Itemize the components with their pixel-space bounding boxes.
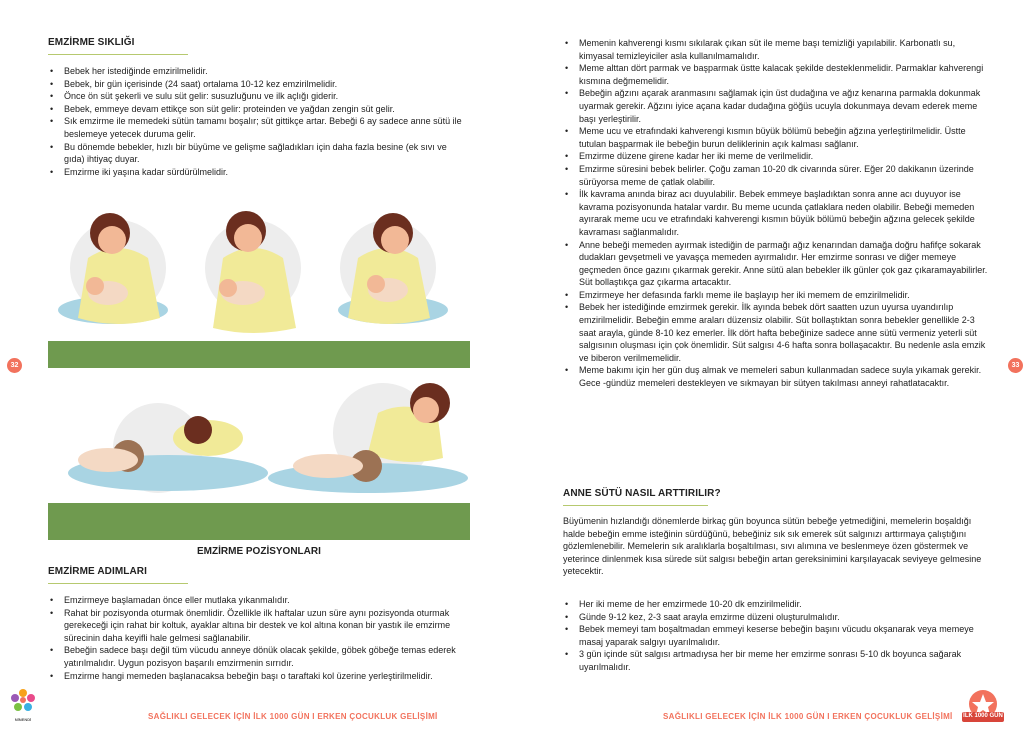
breastfeeding-positions-illustration bbox=[48, 198, 470, 546]
list-item: • Bebek, emmeye devam ettikçe son süt gelir: proteinden ve yağdan zengin süt gelir. bbox=[48, 103, 463, 116]
figure-caption: EMZİRME POZİSYONLARI bbox=[197, 546, 321, 557]
list-item: • 3 gün içinde süt salgısı artmadıysa her bir meme her emzirme sonrası 5-10 dk boyunca sağarak uyarılmalıdır. bbox=[563, 648, 988, 673]
list-item: • Meme bakımı için her gün duş almak ve memeleri sabun kullanmadan sadece suyla yıkamak gerekir. Gece -gündüz memeleri destekleyen ve sıkmayan bir sütyen takılması anneyi rahatlatacaktır. bbox=[563, 364, 988, 389]
list-item: • Bu dönemde bebekler, hızlı bir büyüme ve gelişme sağladıkları için daha fazla besine (ek sıvı ve gıda) ihtiyaç duyar. bbox=[48, 141, 463, 166]
list-item: • Emzirme hangi memeden başlanacaksa bebeğin başı o taraftaki kol üzerine yerleştirilmelidir. bbox=[48, 670, 463, 683]
steps-list bbox=[48, 594, 463, 682]
list-item: • Emzirme düzene girene kadar her iki meme de verilmelidir. bbox=[563, 150, 988, 163]
section-title-emzirme-adimlari: EMZİRME ADIMLARI bbox=[48, 566, 147, 577]
list-item: • Her iki meme de her emzirmede 10-20 dk emzirilmelidir. bbox=[563, 598, 988, 611]
list-item: • İlk kavrama anında biraz acı duyulabilir. Bebek emmeye başladıktan sonra anne acı duyuyor ise kavrama pozisyonunda hatalar vardır. Bu meme ucunda çatlaklara neden olabilir. Bebeği memeden ayırarak meme ucu ve etrafındaki kahverengi kısmın büyük bölümü bebeğin ağzına gelecek şekilde kavraması sağlanmalıdır. bbox=[563, 188, 988, 238]
section-title-emzirme-sikligi: EMZİRME SIKLIĞI bbox=[48, 37, 135, 48]
title-underline bbox=[48, 54, 188, 55]
list-item: • Anne bebeği memeden ayırmak istediğin de parmağı ağız kenarından damağa doğru hafifçe sokarak dudakları gevşetmeli ve yavaşça memeden ayırmalıdır. Her emzirme sonrası ve diğer memeye geçmeden önce gazını çıkarmak gerekir. Anne sütü alan bebekler ilk günler çok gaz çıkaramayabilirler. Süt bollaştıkça gaz çıkarma artacaktır. bbox=[563, 239, 988, 289]
title-underline bbox=[563, 505, 708, 506]
logo-label: NİNENDİ bbox=[14, 717, 32, 722]
list-item: • Emzirmeye başlamadan önce eller mutlaka yıkanmalıdır. bbox=[48, 594, 463, 607]
list-item: • Bebeğin ağzını açarak aranmasını sağlamak için üst dudağına ve ağız kenarına parmakla dokunmak uyarmak gerekir. Ağzını iyice açana kadar dudağına göğüs ucuyla dokunmaya devam ederek meme başı yerleştirilir. bbox=[563, 87, 988, 125]
list-item: • Emzirmeye her defasında farklı meme ile başlayıp her iki memem de emzirilmelidir. bbox=[563, 289, 988, 302]
footer-right: SAĞLIKLI GELECEK İÇİN İLK 1000 GÜN I ERKEN ÇOCUKLUK GELİŞİMİ bbox=[663, 712, 953, 721]
list-item: • Bebek her istediğinde emzirilmelidir. bbox=[48, 65, 463, 78]
breastfeeding-illustrations bbox=[48, 198, 470, 546]
list-item: • Sık emzirme ile memedeki sütün tamamı boşalır; süt gittikçe artar. Bebeği 6 ay sadece anne sütü ile beslemeye yetecek duruma gelir. bbox=[48, 115, 463, 140]
section-title-anne-sutu: ANNE SÜTÜ NASIL ARTTIRILIR? bbox=[563, 488, 721, 499]
list-item: • Memenin kahverengi kısmı sıkılarak çıkan süt ile meme başı temizliği yapılabilir. Karbonatlı su, kimyasal temizleyiciler asla kullanılmamalıdır. bbox=[563, 37, 988, 62]
list-item: • Emzirme iki yaşına kadar sürdürülmelidir. bbox=[48, 166, 463, 179]
list-item: • Önce ön süt şekerli ve sulu süt gelir: susuzluğunu ve ilk açlığı giderir. bbox=[48, 90, 463, 103]
milk-increase-paragraph: Büyümenin hızlandığı dönemlerde birkaç gün boyunca sütün bebeğe yetmediğini, memelerin boşaldığı halde bebeğin emme isteğinin sürdüğünü, bebeğiniz sık sık emerek süt salgınızı arttırmaya çalıştığını gözlemlenebilir. Memelerin sık aralıklarla boşaltılması, sıvı alımına ve beslenmeye özen göstermek ve yeterince dinlenmek kısa sürede süt salgısı bebeğin artan gereksinimini karşılayacak seviyeye gelmesine yetecektir. bbox=[563, 516, 982, 577]
flower-logo-icon bbox=[10, 688, 36, 712]
list-item: • Meme ucu ve etrafındaki kahverengi kısmın büyük bölümü bebeğin ağzına yerleştirilmelidir. Üstte tutulan başparmak ile bebeğin burun deliklerinin açık kalması sağlanır. bbox=[563, 125, 988, 150]
page-number-right: 33 bbox=[1008, 358, 1023, 373]
badge-label: İLK 1000 GÜN bbox=[963, 713, 1003, 719]
ilk-1000-gun-badge bbox=[960, 688, 1006, 724]
list-item: • Bebeğin sadece başı değil tüm vücudu anneye dönük olacak şekilde, göbek göbeğe temas ederek yatırılmalıdır. Uygun pozisyon başarılı emzirmenin sırrıdır. bbox=[48, 644, 463, 669]
list-item: • Bebek her istediğinde emzirmek gerekir. İlk ayında bebek dört saatten uzun uyursa uyandırılıp emzirilmelidir. Bebeğin emme araları düzensiz olabilir. Süt bollaştıktan sonra bebekler genellikle 2-3 saat arayla, günde 8-10 kez emerler. İlk dört hafta bebeğinize sadece anne sütü vermeniz yeterli süt salgısının oluşması için çok önemlidir. Süt salgısı 4-6 hafta sonra bollaşacaktır. Bu nedenle asla emzik ve biberon verilmemelidir. bbox=[563, 301, 988, 364]
title-underline bbox=[48, 583, 188, 584]
list-item: • Bebek memeyi tam boşaltmadan emmeyi keserse bebeğin başını vücudu okşanarak veya memeye masaj yaparak salgıyı uyarılmalıdır. bbox=[563, 623, 988, 648]
list-item: • Rahat bir pozisyonda oturmak önemlidir. Özellikle ilk haftalar uzun süre aynı pozisyonda oturmak gerekeceği için rahat bir koltuk, ayaklar altına bir destek ve kol altına konan bir yastık ile emzirme sürecinin daha keyifli hale gelmesi sağlanabilir. bbox=[48, 607, 463, 645]
milk-increase-list bbox=[563, 598, 988, 674]
page-number-left: 32 bbox=[7, 358, 22, 373]
list-item: • Emzirme süresini bebek belirler. Çoğu zaman 10-20 dk civarında sürer. Eğer 20 dakikanın üzerinde sürüyorsa meme de çatlak olabilir. bbox=[563, 163, 988, 188]
frequency-list bbox=[48, 65, 463, 178]
footer-left: SAĞLIKLI GELECEK İÇİN İLK 1000 GÜN I ERKEN ÇOCUKLUK GELİŞİMİ bbox=[148, 712, 438, 721]
ninendi-logo bbox=[10, 688, 36, 724]
list-item: • Günde 9-12 kez, 2-3 saat arayla emzirme düzeni oluşturulmalıdır. bbox=[563, 611, 988, 624]
list-item: • Meme alttan dört parmak ve başparmak üstte kalacak şekilde desteklenmelidir. Parmaklar kahverengi kısmına değmemelidir. bbox=[563, 62, 988, 87]
care-steps-list bbox=[563, 37, 988, 390]
list-item: • Bebek, bir gün içerisinde (24 saat) ortalama 10-12 kez emzirilmelidir. bbox=[48, 78, 463, 91]
